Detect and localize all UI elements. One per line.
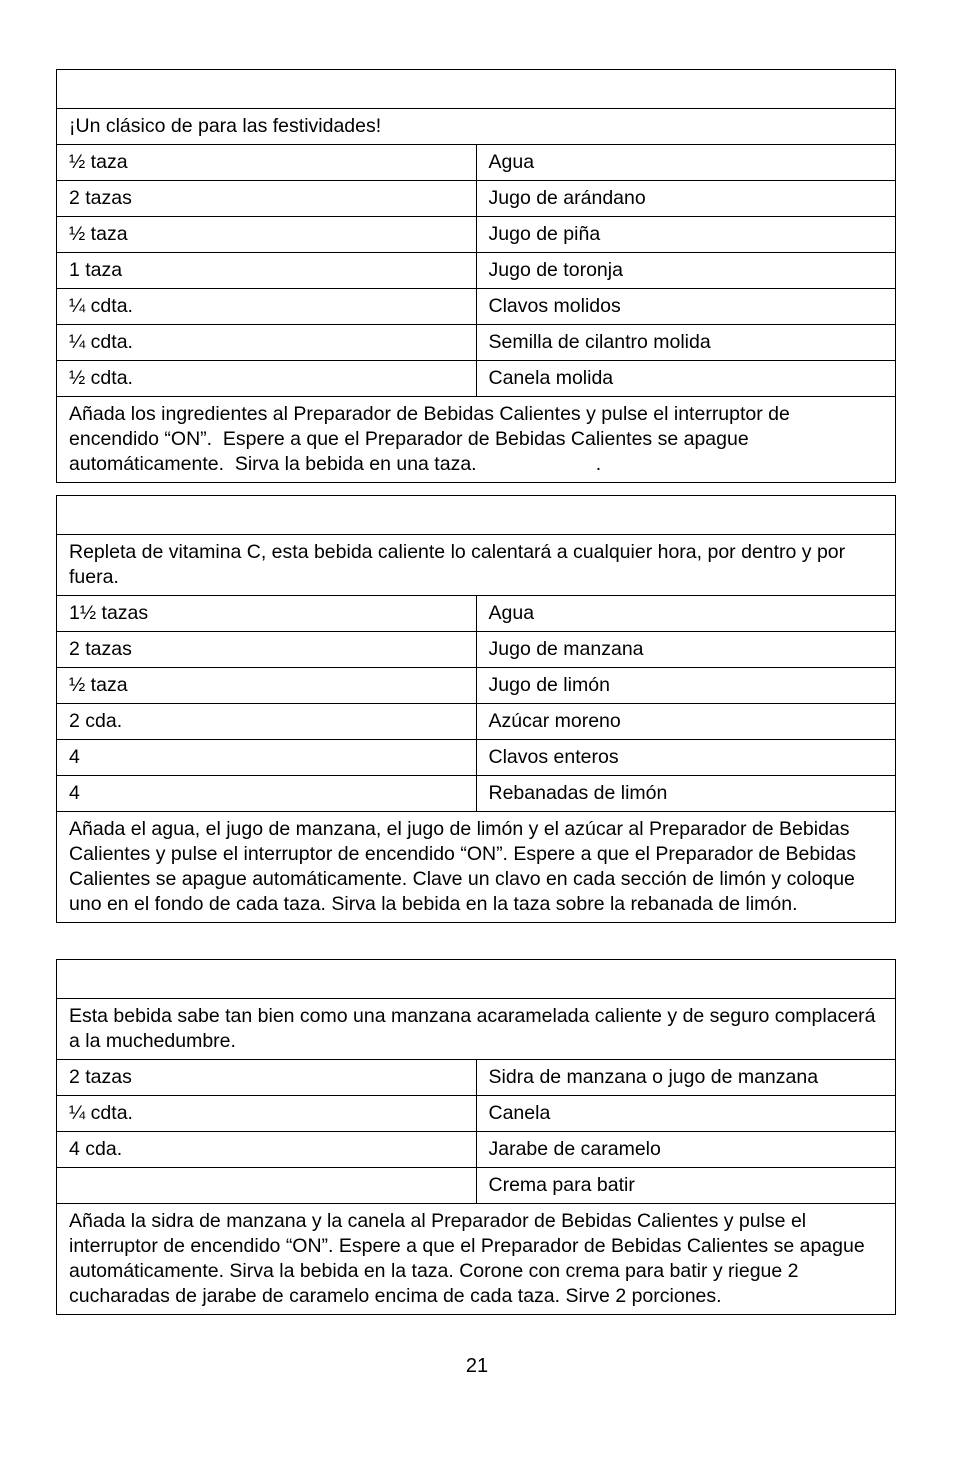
ingredient-name: Crema para batir — [476, 1168, 896, 1204]
ingredient-row — [57, 253, 896, 289]
ingredient-row — [57, 1132, 896, 1168]
ingredient-quantity: 4 — [57, 776, 477, 812]
ingredient-quantity: ¼ cdta. — [57, 1096, 477, 1132]
ingredient-name: Jugo de manzana — [476, 632, 896, 668]
ingredient-row — [57, 632, 896, 668]
page-number: 21 — [465, 1355, 489, 1377]
ingredient-quantity: 1 taza — [57, 253, 477, 289]
ingredient-name: Azúcar moreno — [476, 704, 896, 740]
ingredient-name: Semilla de cilantro molida — [476, 325, 896, 361]
ingredient-name: Jugo de piña — [476, 217, 896, 253]
recipe-title — [57, 496, 896, 535]
ingredient-name: Rebanadas de limón — [476, 776, 896, 812]
recipe-card-2 — [56, 495, 896, 923]
ingredient-quantity: 1½ tazas — [57, 596, 477, 632]
ingredient-quantity: 4 — [57, 740, 477, 776]
ingredient-quantity — [57, 1168, 477, 1204]
recipe-intro: Repleta de vitamina C, esta bebida caliente lo calentará a cualquier hora, por dentro y por fuera. — [57, 535, 896, 596]
recipe-title — [57, 70, 896, 109]
ingredient-name: Jugo de arándano — [476, 181, 896, 217]
ingredient-name: Jugo de toronja — [476, 253, 896, 289]
recipe-title — [57, 960, 896, 999]
recipe-instructions: Añada el agua, el jugo de manzana, el jugo de limón y el azúcar al Preparador de Bebidas Calientes y pulse el interruptor de encendido “ON”. Espere a que el Preparador de Bebidas Calientes se apague automáticamente. Clave un clavo en cada sección de limón y coloque uno en el fondo de cada taza. Sirva la bebida en la taza sobre la rebanada de limón. — [57, 812, 896, 923]
ingredient-quantity: 2 cda. — [57, 704, 477, 740]
ingredient-quantity: ½ taza — [57, 217, 477, 253]
ingredient-name: Canela molida — [476, 361, 896, 397]
ingredient-row — [57, 596, 896, 632]
ingredient-quantity: ½ taza — [57, 145, 477, 181]
ingredient-quantity: 2 tazas — [57, 181, 477, 217]
ingredient-row — [57, 776, 896, 812]
ingredient-row — [57, 361, 896, 397]
recipe-card-1 — [56, 69, 896, 483]
ingredient-quantity: ¼ cdta. — [57, 289, 477, 325]
ingredient-quantity: 4 cda. — [57, 1132, 477, 1168]
ingredient-row — [57, 668, 896, 704]
ingredient-row — [57, 1060, 896, 1096]
ingredient-quantity: ½ cdta. — [57, 361, 477, 397]
ingredient-quantity: 2 tazas — [57, 632, 477, 668]
ingredient-row — [57, 704, 896, 740]
ingredient-row — [57, 289, 896, 325]
ingredient-name: Jugo de limón — [476, 668, 896, 704]
ingredient-name: Sidra de manzana o jugo de manzana — [476, 1060, 896, 1096]
recipe-intro: ¡Un clásico de para las festividades! — [57, 109, 896, 145]
ingredient-quantity: 2 tazas — [57, 1060, 477, 1096]
ingredient-quantity: ¼ cdta. — [57, 325, 477, 361]
ingredient-row — [57, 217, 896, 253]
ingredient-name: Canela — [476, 1096, 896, 1132]
ingredient-name: Agua — [476, 145, 896, 181]
ingredient-row — [57, 325, 896, 361]
ingredient-name: Clavos enteros — [476, 740, 896, 776]
ingredient-name: Clavos molidos — [476, 289, 896, 325]
ingredient-row — [57, 145, 896, 181]
recipe-card-3 — [56, 959, 896, 1315]
ingredient-quantity: ½ taza — [57, 668, 477, 704]
recipe-instructions: Añada los ingredientes al Preparador de Bebidas Calientes y pulse el interruptor de encendido “ON”. Espere a que el Preparador de Bebidas Calientes se apague automáticamente. Sirva la bebida en una taza. . — [57, 397, 896, 483]
recipe-intro: Esta bebida sabe tan bien como una manzana acaramelada caliente y de seguro complacerá a la muchedumbre. — [57, 999, 896, 1060]
ingredient-name: Agua — [476, 596, 896, 632]
ingredient-row — [57, 181, 896, 217]
recipe-instructions: Añada la sidra de manzana y la canela al Preparador de Bebidas Calientes y pulse el interruptor de encendido “ON”. Espere a que el Preparador de Bebidas Calientes se apague automáticamente. Sirva la bebida en la taza. Corone con crema para batir y riegue 2 cucharadas de jarabe de caramelo encima de cada taza. Sirve 2 porciones. — [57, 1204, 896, 1315]
ingredient-row — [57, 740, 896, 776]
ingredient-row — [57, 1096, 896, 1132]
ingredient-name: Jarabe de caramelo — [476, 1132, 896, 1168]
ingredient-row — [57, 1168, 896, 1204]
